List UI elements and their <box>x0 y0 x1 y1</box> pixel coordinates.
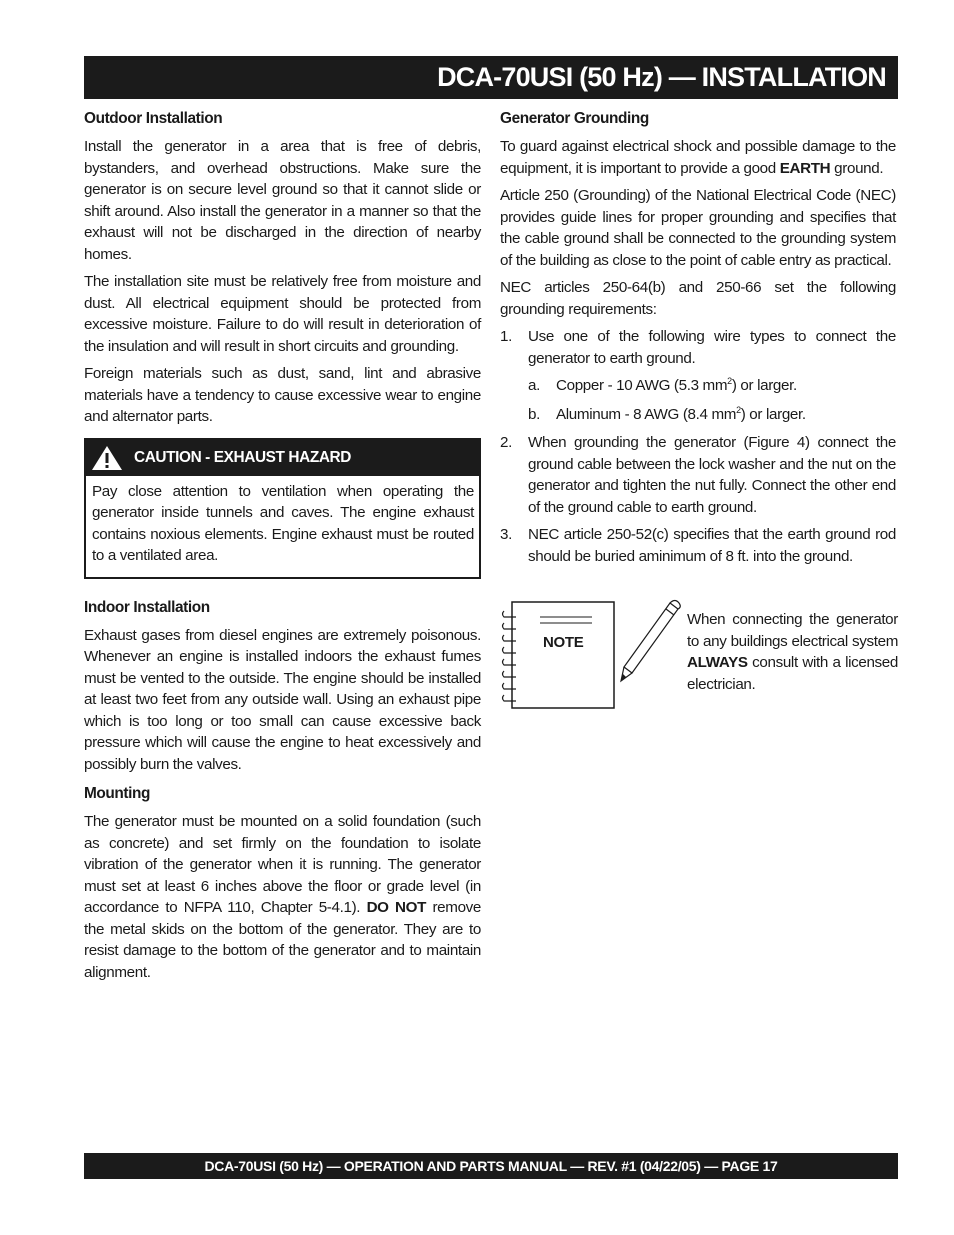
superscript: 2 <box>727 375 732 386</box>
grounding-paragraph-2: Article 250 (Grounding) of the National Electrical Code (NEC) provides guide lines for proper grounding and specifies that the cable ground shall be connected to the grounding system of the building as close to the point of cable entry as practical. <box>500 187 896 269</box>
mounting-text-b: remove the metal skids on the bottom of the generator. They are to resist damage to the bottom of the generator and to maintain alignment. <box>84 899 481 981</box>
list-item-number: 2. <box>500 434 512 451</box>
superscript: 2 <box>736 404 741 415</box>
caution-body: Pay close attention to ventilation when operating the generator inside tunnels and caves. The engine exhaust contains noxious elements. Engine exhaust must be routed to a ventilated area. <box>92 482 474 564</box>
note-label: NOTE <box>543 634 584 651</box>
warning-triangle-icon <box>90 444 124 472</box>
generator-grounding-heading: Generator Grounding <box>500 110 649 127</box>
left-column <box>84 108 481 989</box>
list-item <box>528 404 896 426</box>
wire-types-list <box>528 375 896 425</box>
indoor-installation-heading: Indoor Installation <box>84 598 210 616</box>
list-item <box>500 326 896 425</box>
grounding-requirements-list <box>500 326 896 567</box>
list-item-text: Use one of the following wire types to connect the generator to earth ground. <box>528 328 896 367</box>
grounding-earth: EARTH <box>779 159 831 177</box>
footer-text: DCA-70USI (50 Hz) — OPERATION AND PARTS MANUAL — REV. #1 (04/22/05) — PAGE 17 <box>204 1158 778 1174</box>
list-item-text: ) or larger. <box>731 377 797 394</box>
list-item-text: Aluminum - 8 AWG (8.4 mm <box>556 405 737 423</box>
caution-box <box>84 438 481 579</box>
list-item-text: Copper - 10 AWG (5.3 mm <box>556 377 728 394</box>
right-column <box>500 108 896 717</box>
note-always: ALWAYS <box>687 654 748 671</box>
outdoor-paragraph-3: Foreign materials such as dust, sand, lint and abrasive materials have a tendency to cause excessive wear to engine and alternator parts. <box>84 365 481 425</box>
note-text-a: When connecting the generator to any buildings electrical system <box>687 611 898 650</box>
mounting-do-not: DO NOT <box>366 899 427 916</box>
list-item <box>500 432 896 518</box>
list-item-text: When grounding the generator (Figure 4) connect the ground cable between the lock washer and the nut on the generator and tighten the nut fully. Connect the other end of the ground cable to earth ground. <box>528 434 896 516</box>
note-block <box>500 597 896 717</box>
list-item <box>528 375 896 397</box>
indoor-paragraph-1: Exhaust gases from diesel engines are extremely poisonous. Whenever an engine is installed indoors the exhaust fumes must be vented to the outside. The engine should be installed at least two feet from any outside wall. Using an exhaust pipe which is too long or too small can cause excessive back pressure which will cause the engine to heat excessively and possibly burn the valves. <box>84 626 481 773</box>
grounding-paragraph-1 <box>500 136 896 179</box>
outdoor-installation-heading: Outdoor Installation <box>84 110 223 127</box>
page-title-bar <box>84 56 898 99</box>
page-title: DCA-70USI (50 Hz) — INSTALLATION <box>437 62 886 92</box>
grounding-text-b: ground. <box>830 159 884 177</box>
list-item-number: 1. <box>500 328 512 345</box>
list-item-text: ) or larger. <box>740 405 806 423</box>
list-item-text: NEC article 250-52(c) specifies that the earth ground rod should be buried aminimum of 8 ft. into the ground. <box>528 526 896 565</box>
caution-title: CAUTION - EXHAUST HAZARD <box>134 448 351 466</box>
grounding-paragraph-3: NEC articles 250-64(b) and 250-66 set the following grounding requirements: <box>500 279 896 318</box>
pencil-icon <box>618 597 684 687</box>
list-item-letter: a. <box>528 377 540 394</box>
page-footer <box>84 1153 898 1179</box>
mounting-text-a: The generator must be mounted on a solid foundation (such as concrete) and set firmly on the foundation to isolate vibration of the generator when it is running. The generator must set at least 6 inches above the floor or grade level (in accordance to NFPA 110, Chapter 5-4.1). <box>84 813 481 916</box>
note-text <box>687 609 898 695</box>
list-item-number: 3. <box>500 526 512 543</box>
mounting-paragraph <box>84 811 481 983</box>
outdoor-paragraph-1: Install the generator in a area that is free of debris, bystanders, and overhead obstructions. Make sure the generator is on secure level ground so that it cannot slide or shift around. Also install the generator in a manner so that the exhaust will not be discharged in the direction of nearby homes. <box>84 138 481 263</box>
outdoor-paragraph-2: The installation site must be relatively free from moisture and dust. All electrical equipment should be protected from excessive moisture. Failure to do will result in deterioration of the insulation and will result in short circuits and grounding. <box>84 273 481 355</box>
grounding-text-a: To guard against electrical shock and possible damage to the equipment, it is important to provide a good <box>500 138 896 177</box>
list-item-letter: b. <box>528 405 540 423</box>
mounting-heading: Mounting <box>84 785 151 802</box>
notebook-icon <box>500 601 616 709</box>
note-text-b: consult with a licensed electrician. <box>687 654 898 693</box>
caution-header <box>86 440 479 476</box>
list-item <box>500 524 896 567</box>
